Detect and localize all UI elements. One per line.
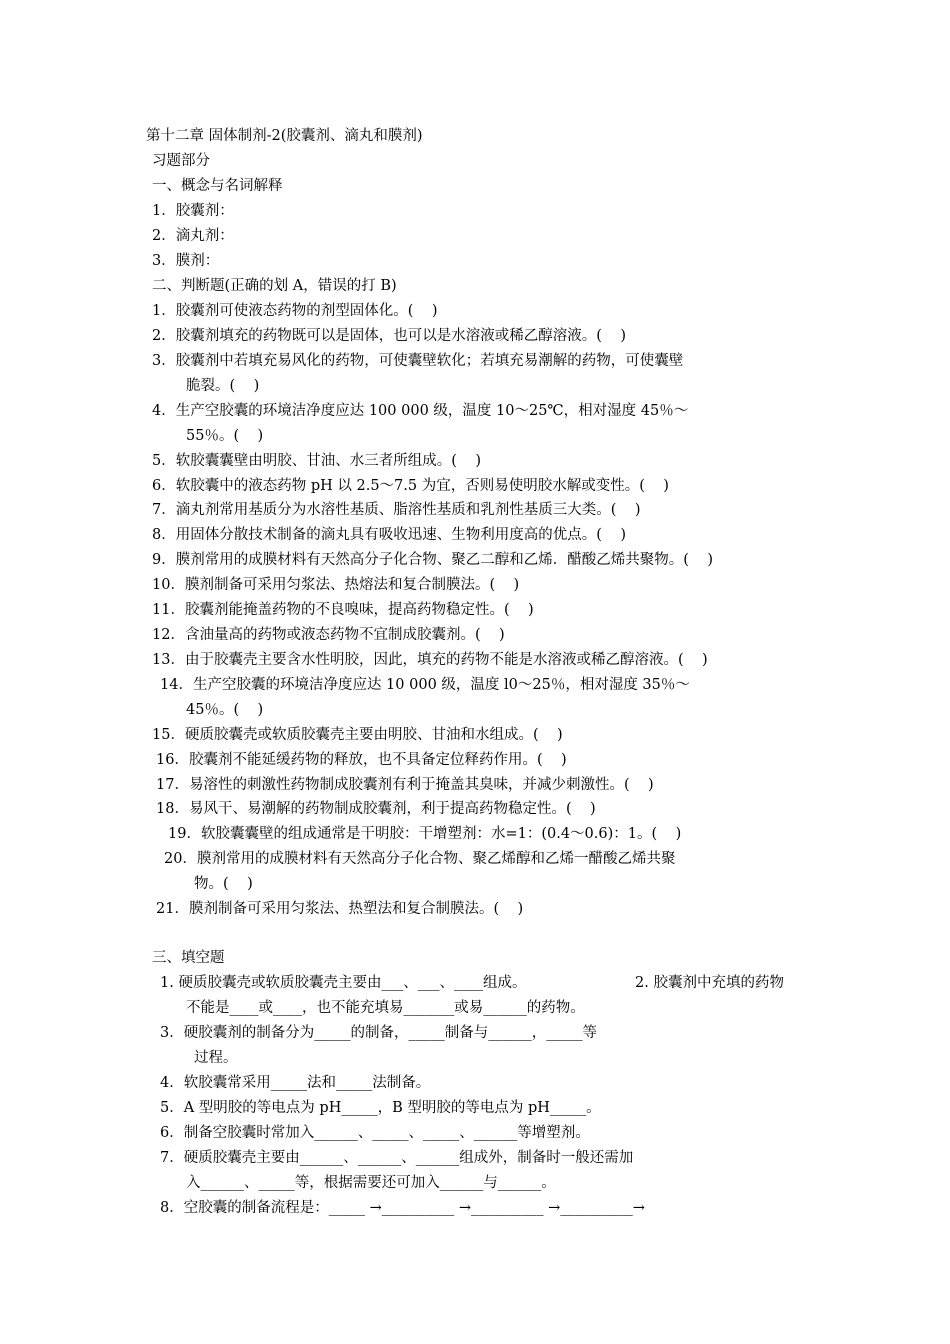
question-line: 11．胶囊剂能掩盖药物的不良嗅味，提高药物稳定性。( ): [152, 602, 534, 618]
fill-blank-line: 4．软胶囊常采用_____法和_____法制备。: [160, 1075, 431, 1091]
fill-blank-line: 8．空胶囊的制备流程是：_____ →__________ →__________ →__________→: [160, 1200, 645, 1216]
question-line: 19．软胶囊囊壁的组成通常是干明胶：干增塑剂：水=1：(0.4～0.6)：1。( ): [168, 826, 682, 842]
fill-blank-line: 5．A 型明胶的等电点为 pH_____，B 型明胶的等电点为 pH_____。: [160, 1100, 601, 1116]
fill-blank-line: 7．硬质胶囊壳主要由______、______、______组成外，制备时一般还需加: [160, 1150, 634, 1166]
question-line: 8．用固体分散技术制备的滴丸具有吸收迅速、生物利用度高的优点。( ): [152, 527, 626, 543]
question-line: 20．膜剂常用的成膜材料有天然高分子化合物、聚乙烯醇和乙烯一醋酸乙烯共聚: [164, 851, 676, 867]
question-line: 21．膜剂制备可采用匀浆法、热塑法和复合制膜法。( ): [156, 901, 524, 917]
fill-blank-continuation: 过程。: [194, 1050, 238, 1066]
question-line: 12．含油量高的药物或液态药物不宜制成胶囊剂。( ): [152, 627, 505, 643]
question-continuation: 脆裂。( ): [186, 378, 260, 394]
question-continuation: 物。( ): [194, 876, 253, 892]
question-line: 16．胶囊剂不能延缓药物的释放，也不具备定位释药作用。( ): [156, 752, 567, 768]
question-line: 1．胶囊剂可使液态药物的剂型固体化。( ): [152, 303, 438, 319]
fill-blank-line: 3．硬胶囊剂的制备分为_____的制备，_____制备与______，_____等: [160, 1025, 597, 1041]
question-line: 6．软胶囊中的液态药物 pH 以 2.5～7.5 为宜，否则易使明胶水解或变性。( ): [152, 478, 669, 494]
question-line: 9．膜剂常用的成膜材料有天然高分子化合物、聚乙二醇和乙烯．醋酸乙烯共聚物。( ): [152, 552, 713, 568]
section-heading: 二、判断题(正确的划 A，错误的打 B): [152, 278, 397, 294]
question-line: 3．膜剂：: [152, 253, 220, 269]
question-line: 13．由于胶囊壳主要含水性明胶，因此，填充的药物不能是水溶液或稀乙醇溶液。( ): [152, 652, 708, 668]
question-continuation: 45％。( ): [186, 702, 264, 718]
question-line: 2．滴丸剂：: [152, 228, 234, 244]
fill-blank-line: 6．制备空胶囊时常加入______、_____、_____、______等增塑剂。: [160, 1125, 590, 1141]
chapter-title: 第十二章 固体制剂-2(胶囊剂、滴丸和膜剂): [146, 128, 423, 144]
question-line: 14．生产空胶囊的环境洁净度应达 10 000 级，温度 l0～25％，相对湿度 35％～: [160, 677, 690, 693]
fill-blank-line: 1. 硬质胶囊壳或软质胶囊壳主要由___、___、____组成。: [160, 975, 527, 991]
section-heading: 一、概念与名词解释: [152, 178, 283, 194]
section-heading: 三、填空题: [152, 950, 225, 966]
question-line: 10．膜剂制备可采用匀浆法、热熔法和复合制膜法。( ): [152, 577, 520, 593]
question-line: 7．滴丸剂常用基质分为水溶性基质、脂溶性基质和乳剂性基质三大类。( ): [152, 502, 641, 518]
question-continuation: 55％。( ): [186, 428, 264, 444]
question-line: 15．硬质胶囊壳或软质胶囊壳主要由明胶、甘油和水组成。( ): [152, 727, 563, 743]
section-exercises: 习题部分: [152, 153, 210, 169]
question-line: 2．胶囊剂填充的药物既可以是固体，也可以是水溶液或稀乙醇溶液。( ): [152, 328, 626, 344]
question-line: 1．胶囊剂：: [152, 203, 234, 219]
question-line: 17．易溶性的刺激性药物制成胶囊剂有利于掩盖其臭味，并减少刺激性。( ): [156, 777, 654, 793]
question-line: 18．易风干、易潮解的药物制成胶囊剂，利于提高药物稳定性。( ): [156, 801, 596, 817]
fill-blank-continuation: 不能是____或____，也不能充填易_______或易______的药物。: [186, 1000, 585, 1016]
question-line: 3．胶囊剂中若填充易风化的药物，可使囊壁软化；若填充易潮解的药物，可使囊壁: [152, 353, 684, 369]
question-line: 5．软胶囊囊壁由明胶、甘油、水三者所组成。( ): [152, 453, 481, 469]
question-line: 4．生产空胶囊的环境洁净度应达 100 000 级，温度 10～25℃，相对湿度 45％～: [152, 403, 689, 419]
fill-blank-line: 2. 胶囊剂中充填的药物: [635, 975, 784, 991]
fill-blank-continuation: 入______、_____等，根据需要还可加入______与______。: [186, 1175, 556, 1191]
